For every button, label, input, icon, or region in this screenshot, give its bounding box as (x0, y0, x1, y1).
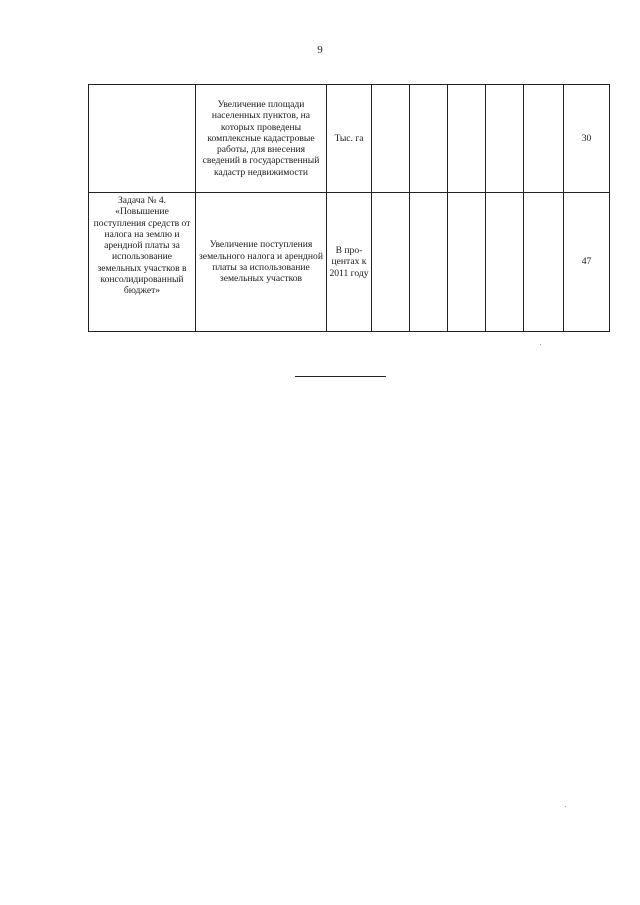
value-cell (372, 85, 410, 193)
value-cell (410, 193, 448, 332)
value-cell (524, 193, 564, 332)
unit-cell: В про-центах к 2011 году (327, 193, 372, 332)
value-cell (410, 85, 448, 193)
value-cell: 47 (564, 193, 610, 332)
indicator-cell: Увеличение поступления земельного налога и арендной платы за использование земельных участков (196, 193, 327, 332)
page-number: 9 (317, 44, 323, 56)
value-cell (524, 85, 564, 193)
scan-speck (565, 806, 566, 807)
end-of-table-rule (295, 376, 386, 377)
task-cell (89, 85, 196, 193)
unit-cell: Тыс. га (327, 85, 372, 193)
value-cell (372, 193, 410, 332)
table-row (89, 193, 610, 332)
value-cell (486, 85, 524, 193)
value-cell (448, 85, 486, 193)
value-cell (486, 193, 524, 332)
scan-speck (540, 344, 541, 345)
value-cell (448, 193, 486, 332)
task-cell: Задача № 4. «Повышение поступления средств от налога на землю и арендной платы за использование земельных участков в консолидированный бюджет» (89, 193, 196, 332)
indicators-table (88, 84, 610, 332)
table-row (89, 85, 610, 193)
value-cell: 30 (564, 85, 610, 193)
indicator-cell: Увеличение площади населенных пунктов, на которых проведены комплексные кадастровые работы, для внесения сведений в государственный кадастр недвижимости (196, 85, 327, 193)
